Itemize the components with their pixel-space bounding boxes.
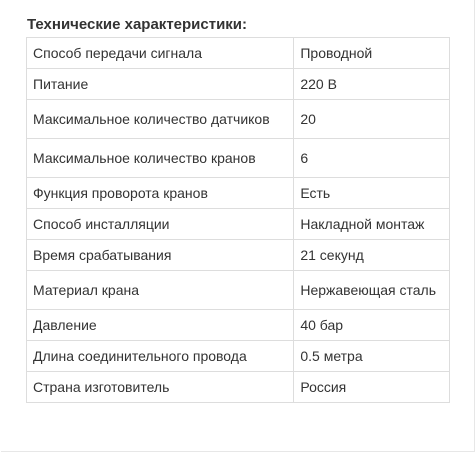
spec-label: Максимальное количество датчиков [27,100,294,139]
spec-label: Питание [27,69,294,100]
spec-value: Проводной [294,38,450,69]
spec-value: Россия [294,372,450,403]
specs-title: Технические характеристики: [27,16,248,33]
table-row [27,372,450,403]
specs-table [26,37,450,403]
spec-label: Длина соединительного провода [27,341,294,372]
specs-panel [1,0,475,452]
spec-value: 220 В [294,69,450,100]
spec-value: 21 секунд [294,240,450,271]
table-row [27,310,450,341]
spec-value: 0.5 метра [294,341,450,372]
spec-label: Время срабатывания [27,240,294,271]
table-row [27,240,450,271]
table-row [27,100,450,139]
spec-label: Способ передачи сигнала [27,38,294,69]
spec-label: Страна изготовитель [27,372,294,403]
table-row [27,209,450,240]
table-row [27,38,450,69]
table-row [27,139,450,178]
table-row [27,271,450,310]
spec-label: Способ инсталляции [27,209,294,240]
spec-value: 6 [294,139,450,178]
table-row [27,69,450,100]
spec-label: Материал крана [27,271,294,310]
spec-label: Максимальное количество кранов [27,139,294,178]
spec-label: Давление [27,310,294,341]
table-row [27,341,450,372]
spec-value: Накладной монтаж [294,209,450,240]
spec-label: Функция проворота кранов [27,178,294,209]
table-row [27,178,450,209]
spec-value: Есть [294,178,450,209]
spec-value: Нержавеющая сталь [294,271,450,310]
spec-value: 40 бар [294,310,450,341]
spec-value: 20 [294,100,450,139]
